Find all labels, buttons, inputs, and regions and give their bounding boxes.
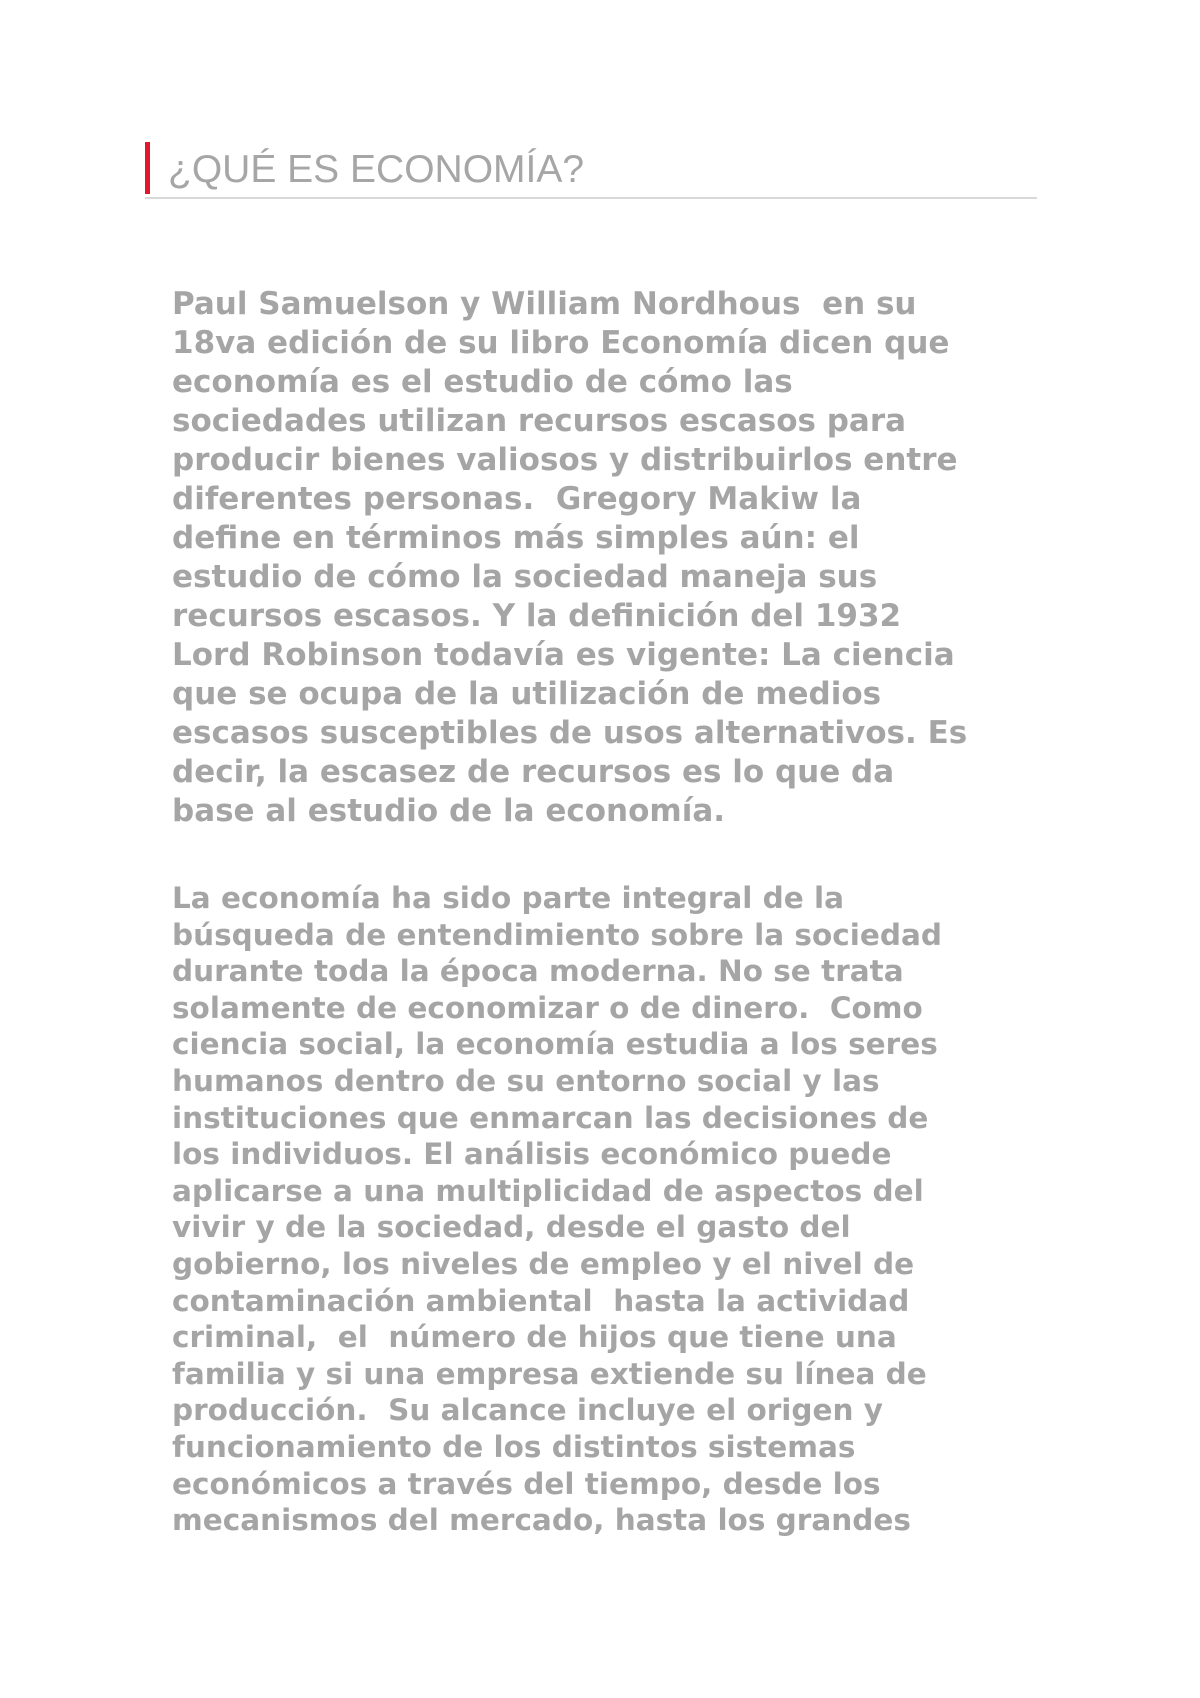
section-heading: [145, 142, 1037, 199]
paragraph-definition: Paul Samuelson y William Nordhous en su 18va edición de su libro Economía dicen que economía es el estudio de cómo las sociedades utilizan recursos escasos para producir bienes valiosos y distribuirlos entre diferentes personas. Gregory Makiw la define en términos más simples aún: el estudio de cómo la sociedad maneja sus recursos escasos. Y la definición del 1932 Lord Robinson todavía es vigente: La ciencia que se ocupa de la utilización de medios escasos susceptibles de usos alternativos. Es decir, la escasez de recursos es lo que da base al estudio de la economía.: [172, 286, 968, 829]
heading-accent-bar: [145, 142, 150, 194]
page-title: ¿QUÉ ES ECONOMÍA?: [168, 148, 585, 191]
paragraph-scope: La economía ha sido parte integral de la búsqueda de entendimiento sobre la sociedad durante toda la época moderna. No se trata solamente de economizar o de dinero. Como ciencia social, la economía estudia a los seres humanos dentro de su entorno social y las instituciones que enmarcan las decisiones de los individuos. El análisis económico puede aplicarse a una multiplicidad de aspectos del vivir y de la sociedad, desde el gasto del gobierno, los niveles de empleo y el nivel de contaminación ambiental hasta la actividad criminal, el número de hijos que tiene una familia y si una empresa extiende su línea de producción. Su alcance incluye el origen y funcionamiento de los distintos sistemas económicos a través del tiempo, desde los mecanismos del mercado, hasta los grandes: [172, 881, 942, 1538]
